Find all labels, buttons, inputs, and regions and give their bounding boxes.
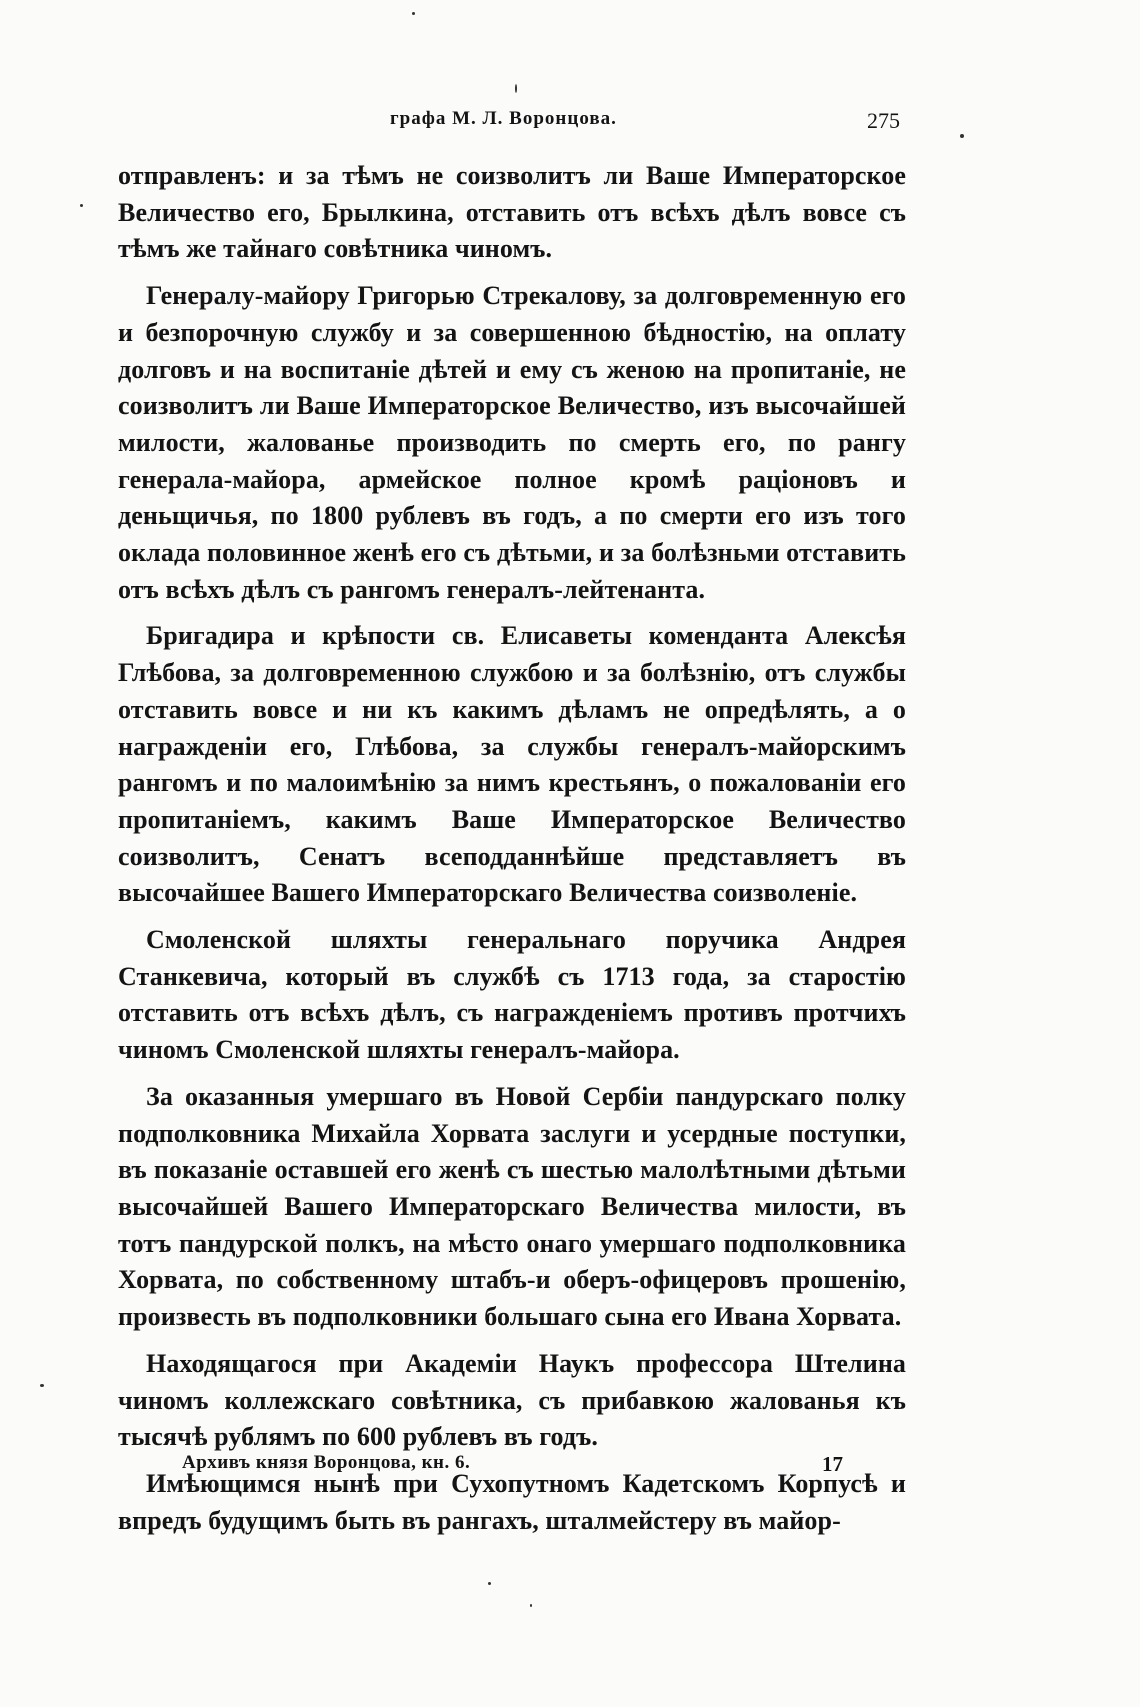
page-header <box>120 108 910 142</box>
scan-speck <box>488 1582 491 1585</box>
scan-speck <box>40 1384 44 1387</box>
body-text <box>118 158 906 1549</box>
paragraph-cadet-corps: Имѣющимся нынѣ при Сухопутномъ Кадетскомъ Корпусѣ и впредъ будущимъ быть въ рангахъ, шталмейстеру въ майор- <box>118 1468 906 1535</box>
scan-speck <box>530 1604 532 1607</box>
footer-sheet-number: 17 <box>822 1452 843 1476</box>
scan-speck <box>515 84 517 93</box>
paragraph-stankevich: Смоленской шляхты генеральнаго поручика Андрея Станкевича, который въ службѣ съ 1713 года, за старостію отставить отъ всѣхъ дѣлъ, съ награжденіемъ противъ протчихъ чиномъ Смоленской шляхты генералъ-майора. <box>118 925 906 1065</box>
scan-speck <box>80 204 83 207</box>
footer-signature: Архивъ князя Воронцова, кн. 6. <box>182 1452 471 1473</box>
paragraph-glebov: Бригадира и крѣпости св. Елисаветы коменданта Алексѣя Глѣбова, за долговременною службою и за болѣзнію, отъ службы отставить вовсе и ни къ какимъ дѣламъ не опредѣлять, а о награжденіи его, Глѣбова, за службы генералъ-майорскимъ рангомъ и по малоимѣнію за нимъ крестьянъ, о пожалованіи его пропитаніемъ, какимъ Ваше Императорское Величество соизволитъ, Сенатъ всеподданнѣйше представляетъ въ высочайшее Вашего Императорскаго Величества соизволеніе. <box>118 621 906 908</box>
scan-speck <box>412 12 415 15</box>
page-footer <box>182 1452 882 1486</box>
paragraph-strekalov: Генералу-майору Григорью Стрекалову, за долговременную его и безпорочную службу и за совершенною бѣдностію, на оплату долговъ и на воспитаніе дѣтей и ему съ женою на пропитаніе, не соизволитъ ли Ваше Императорское Величество, изъ высочайшей милости, жалованье производить по смерть его, по рангу генерала-майора, армейское полное кромѣ раціоновъ и деньщичья, по 1800 рублевъ въ годъ, а по смерти его изъ того оклада половинное женѣ его съ дѣтьми, и за болѣзньми отставить отъ всѣхъ дѣлъ съ рангомъ генералъ-лейтенанта. <box>118 281 906 604</box>
paragraph-khorvat: За оказанныя умершаго въ Новой Сербіи пандурскаго полку подполковника Михайла Хорвата заслуги и усердные поступки, въ показаніе оставшей его женѣ съ шестью малолѣтными дѣтьми высочайшей Вашего Императорскаго Величества милости, въ тотъ пандурской полкъ, на мѣсто онаго умершаго подполковника Хорвата, по собственному штабъ-и оберъ-офицеровъ прошенію, произвесть въ подполковники большаго сына его Ивана Хорвата. <box>118 1081 906 1332</box>
paragraph-continuation: отправленъ: и за тѣмъ не соизволитъ ли Ваше Императорское Величество его, Брылкина, отставить отъ всѣхъ дѣлъ вовсе съ тѣмъ же тайнаго совѣтника чиномъ. <box>118 161 906 264</box>
paragraph-shtelin: Находящагося при Академіи Наукъ профессора Штелина чиномъ коллежскаго совѣтника, съ прибавкою жалованья къ тысячѣ рублямъ по 600 рублевъ въ годъ. <box>118 1348 906 1452</box>
running-title: графа М. Л. Воронцова. <box>390 108 617 129</box>
scan-speck <box>960 134 964 138</box>
page-number: 275 <box>867 108 900 133</box>
